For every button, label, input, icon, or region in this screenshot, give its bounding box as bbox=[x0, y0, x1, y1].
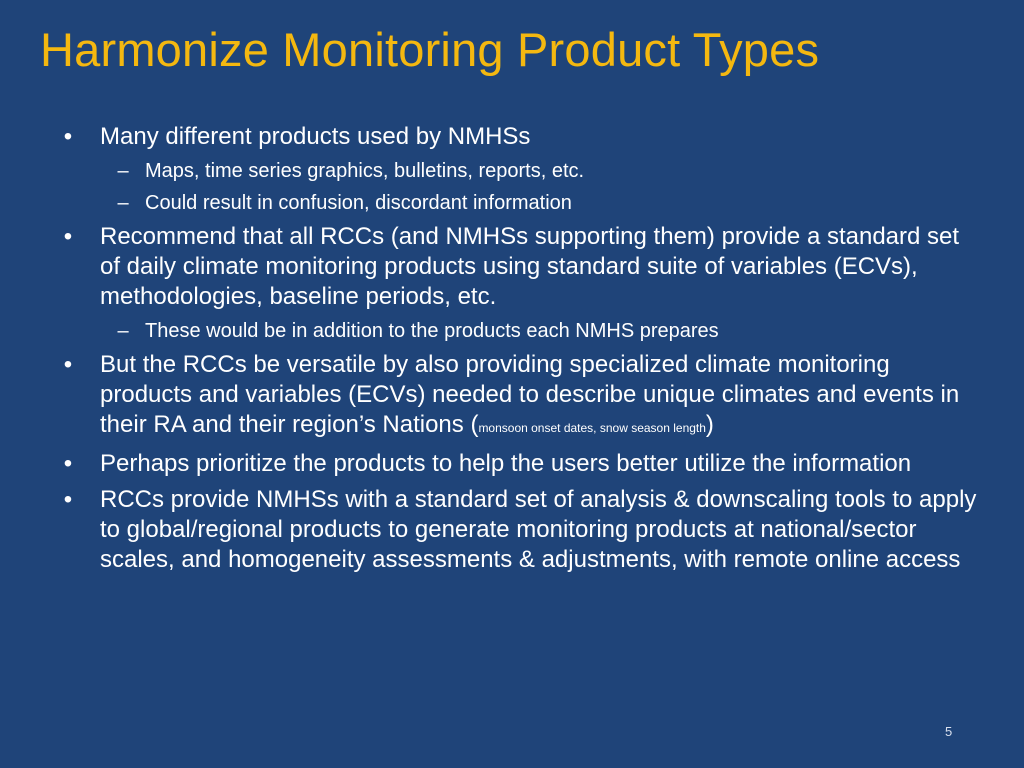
bullet-item-5 bbox=[58, 485, 978, 575]
dash-marker: – bbox=[117, 160, 129, 182]
sub-bullet-item-2 bbox=[58, 190, 978, 216]
bullet-item-1 bbox=[58, 122, 978, 152]
bullet-text: RCCs provide NMHSs with a standard set of analysis & downscaling tools to apply to global/regional products to generate monitoring products at national/sector scales, and homogeneity assessments & adjustments, with remote online access bbox=[100, 486, 977, 573]
bullet-list bbox=[58, 122, 978, 575]
sub-bullet-item-3 bbox=[58, 318, 978, 344]
bullet-text: Recommend that all RCCs (and NMHSs supporting them) provide a standard set of daily climate monitoring products using standard suite of variables (ECVs), methodologies, baseline periods, etc. bbox=[100, 223, 960, 310]
paren-close: ) bbox=[705, 411, 714, 438]
bullet-marker: • bbox=[63, 123, 73, 150]
bullet-item-4 bbox=[58, 449, 978, 479]
dash-marker: – bbox=[117, 320, 129, 342]
bullet-marker: • bbox=[63, 351, 73, 378]
bullet-item-3 bbox=[58, 350, 978, 443]
page-number: 5 bbox=[945, 724, 953, 739]
dash-marker: – bbox=[117, 192, 129, 214]
bullet-text: But the RCCs be versatile by also providing specialized climate monitoring products and variables (ECVs) needed to describe unique climates and events in their RA and their region’s Nations bbox=[100, 351, 960, 438]
sub-bullet-text: Could result in confusion, discordant information bbox=[145, 192, 572, 214]
bullet-note: monsoon onset dates, snow season length bbox=[478, 421, 706, 435]
bullet-text: Perhaps prioritize the products to help the users better utilize the information bbox=[100, 450, 912, 477]
bullet-marker: • bbox=[63, 486, 73, 513]
paren-open: ( bbox=[470, 411, 479, 438]
bullet-text: Many different products used by NMHSs bbox=[100, 123, 531, 150]
sub-bullet-item-1 bbox=[58, 158, 978, 184]
sub-bullet-text: Maps, time series graphics, bulletins, reports, etc. bbox=[145, 160, 585, 182]
bullet-marker: • bbox=[63, 223, 73, 250]
bullet-marker: • bbox=[63, 450, 73, 477]
slide-title: Harmonize Monitoring Product Types bbox=[40, 23, 820, 76]
sub-bullet-text: These would be in addition to the products each NMHS prepares bbox=[145, 320, 719, 342]
bullet-item-2 bbox=[58, 222, 978, 312]
